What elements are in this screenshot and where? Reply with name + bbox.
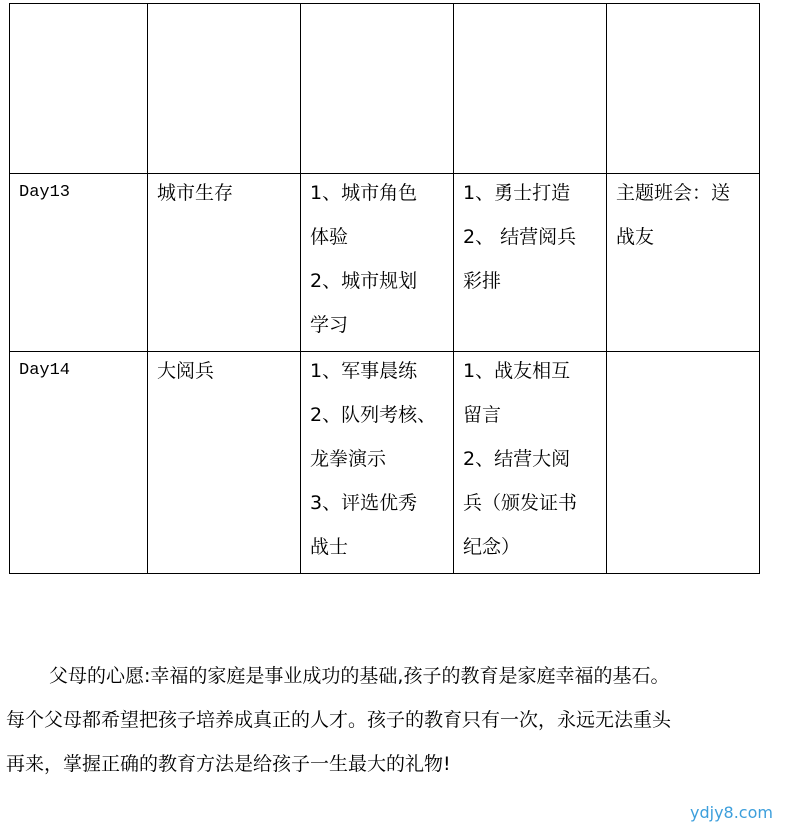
paragraph-line: 父母的心愿:幸福的家庭是事业成功的基础,孩子的教育是家庭幸福的基石。 <box>49 665 670 687</box>
activity-cell <box>301 352 454 574</box>
activity-line: 1、勇士打造 <box>463 182 571 204</box>
theme-text: 城市生存 <box>157 182 234 204</box>
table-row-empty <box>10 4 760 174</box>
day-cell <box>10 174 148 352</box>
activity-line: 兵（颁发证书 <box>463 492 578 514</box>
table-cell <box>607 4 760 174</box>
table-cell <box>10 4 148 174</box>
activity-line: 彩排 <box>463 270 502 292</box>
activity-line: 学习 <box>310 314 349 336</box>
activity-line: 2、城市规划 <box>310 270 418 292</box>
schedule-table <box>9 3 760 574</box>
theme-cell <box>148 174 301 352</box>
activity-line: 龙拳演示 <box>310 448 387 470</box>
table-cell <box>301 4 454 174</box>
evening-cell <box>607 352 760 574</box>
activity-line: 1、城市角色 <box>310 182 418 204</box>
paragraph-line: 每个父母都希望把孩子培养成真正的人才。孩子的教育只有一次，永远无法重头 <box>6 709 672 731</box>
paragraph-line: 再来，掌握正确的教育方法是给孩子一生最大的礼物! <box>6 753 451 775</box>
theme-cell <box>148 352 301 574</box>
activity-line: 留言 <box>463 404 502 426</box>
activity-line: 1、战友相互 <box>463 360 571 382</box>
table-cell <box>148 4 301 174</box>
activity-line: 战士 <box>310 536 349 558</box>
day-cell <box>10 352 148 574</box>
activity-cell <box>454 352 607 574</box>
activity-line: 2、 结营阅兵 <box>463 226 577 248</box>
activity-line: 3、评选优秀 <box>310 492 418 514</box>
evening-cell <box>607 174 760 352</box>
table-row-day14 <box>10 352 760 574</box>
activity-line: 2、队列考核、 <box>310 404 437 426</box>
activity-line: 1、军事晨练 <box>310 360 418 382</box>
parents-wishes-paragraph <box>0 654 800 786</box>
activity-cell <box>301 174 454 352</box>
day-label: Day14 <box>19 361 71 380</box>
watermark: ydjy8.com <box>690 803 773 822</box>
activity-line: 纪念） <box>463 536 521 558</box>
table-cell <box>454 4 607 174</box>
table-row-day13 <box>10 174 760 352</box>
evening-line: 战友 <box>616 226 655 248</box>
activity-cell <box>454 174 607 352</box>
theme-text: 大阅兵 <box>157 360 215 382</box>
day-label: Day13 <box>19 183 71 202</box>
activity-line: 体验 <box>310 226 349 248</box>
evening-line: 主题班会：送 <box>616 182 731 204</box>
activity-line: 2、结营大阅 <box>463 448 571 470</box>
